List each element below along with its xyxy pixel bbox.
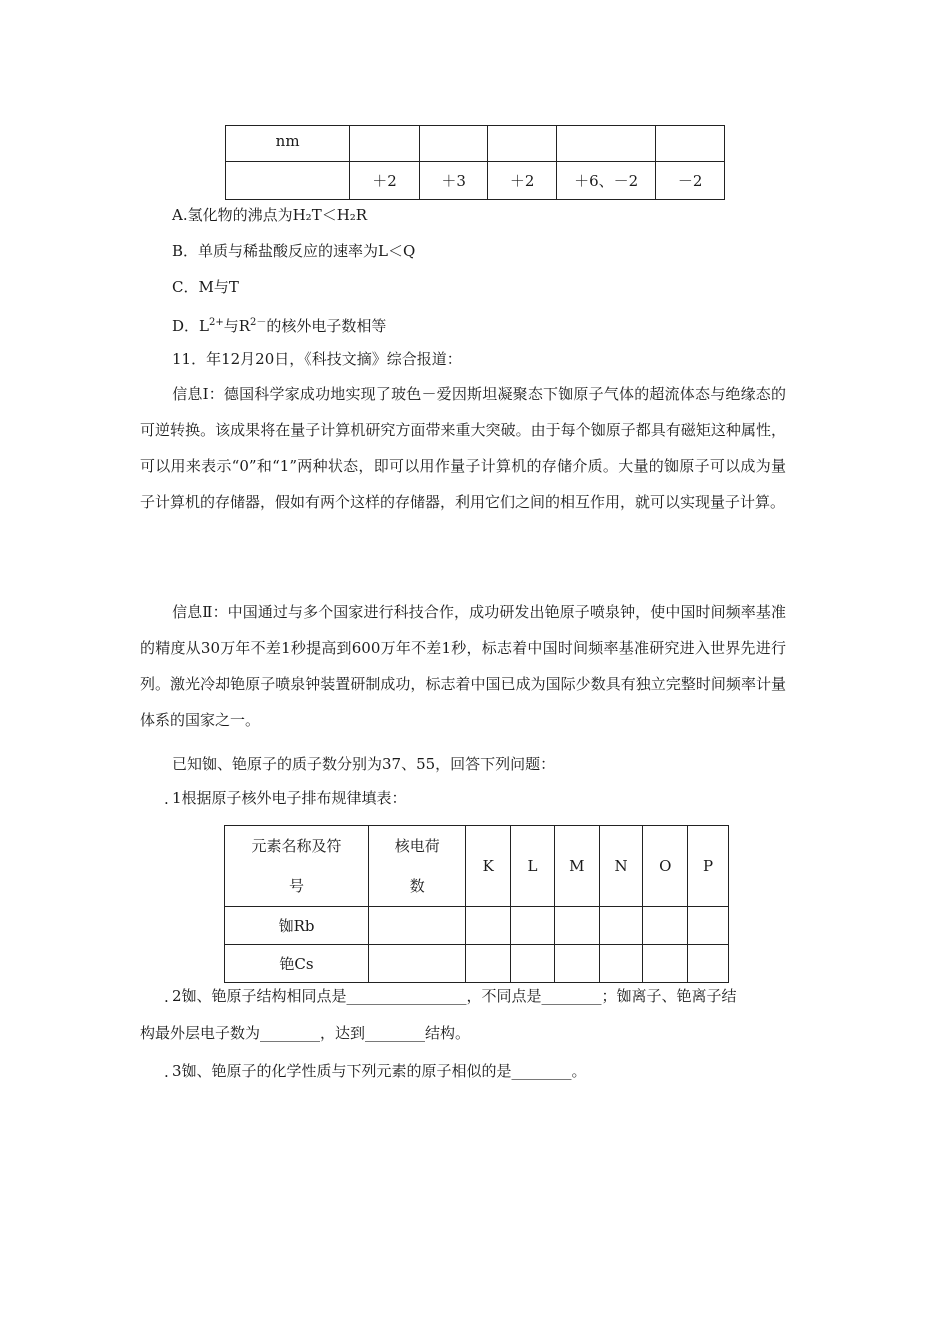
- header-shell-n: N: [599, 826, 643, 907]
- blank-cell[interactable]: [599, 945, 643, 983]
- header-shell-k: K: [466, 826, 511, 907]
- blank-cell[interactable]: [466, 945, 511, 983]
- bullet-dot: .: [164, 1063, 169, 1081]
- row-label-cs: 铯Cs: [225, 945, 369, 983]
- blank-cell[interactable]: [369, 945, 466, 983]
- blank-cell[interactable]: [554, 907, 599, 945]
- header-element-name: 元素名称及符 号: [225, 826, 369, 907]
- electron-shell-table: [224, 825, 729, 983]
- blank-cell[interactable]: [369, 907, 466, 945]
- table1-row-label: nm: [226, 126, 350, 162]
- header-shell-o: O: [643, 826, 688, 907]
- option-d-prefix: D．L: [172, 317, 209, 335]
- sub-question-2-line-1: 2铷、铯原子结构相同点是________________，不同点是________；铷离子、铯离子结: [172, 987, 737, 1005]
- option-b: B．单质与稀盐酸反应的速率为L＜Q: [172, 242, 416, 260]
- header-nuclear-charge: 核电荷 数: [369, 826, 466, 907]
- option-d-sup2: 2－: [250, 317, 267, 328]
- table1-cell: [488, 126, 557, 162]
- blank-cell[interactable]: [466, 907, 511, 945]
- blank-cell[interactable]: [599, 907, 643, 945]
- blank-cell[interactable]: [511, 907, 555, 945]
- element-data-table: [225, 125, 725, 200]
- known-info: 已知铷、铯原子的质子数分别为37、55，回答下列问题：: [172, 755, 556, 773]
- sub-question-3: 3铷、铯原子的化学性质与下列元素的原子相似的是________。: [172, 1062, 587, 1080]
- sub-question-2-line-2: 构最外层电子数为________，达到________结构。: [140, 1024, 471, 1042]
- table1-valence: ＋6、－2: [556, 162, 655, 200]
- sub-question-1: 1根据原子核外电子排布规律填表：: [172, 789, 407, 807]
- info-2-paragraph: 信息Ⅱ：中国通过与多个国家进行科技合作，成功研发出铯原子喷泉钟，使中国时间频率基准的精度从30万年不差1秒提高到600万年不差1秒，标志着中国时间频率基准研究进入世界先进行列。激光冷却铯原子喷泉钟装置研制成功，标志着中国已成为国际少数具有独立完整时间频率计量体系的国家之一。: [140, 603, 786, 729]
- table1-valence: ＋3: [419, 162, 488, 200]
- table1-cell: [419, 126, 488, 162]
- option-d-sup1: 2+: [209, 317, 224, 328]
- question-11-title: 11．年12月20日，《科技文摘》综合报道：: [172, 350, 462, 368]
- header-shell-p: P: [688, 826, 729, 907]
- blank-cell[interactable]: [688, 907, 729, 945]
- table1-valence: ＋2: [350, 162, 420, 200]
- blank-cell[interactable]: [643, 907, 688, 945]
- bullet-dot: .: [164, 790, 169, 808]
- blank-cell[interactable]: [511, 945, 555, 983]
- table1-cell: [350, 126, 420, 162]
- blank-cell[interactable]: [643, 945, 688, 983]
- row-label-rb: 铷Rb: [225, 907, 369, 945]
- info-1-paragraph: 信息Ⅰ：德国科学家成功地实现了玻色－爱因斯坦凝聚态下铷原子气体的超流体态与绝缘态的可逆转换。该成果将在量子计算机研究方面带来重大突破。由于每个铷原子都具有磁矩这种属性，可以用来表示“0”和“1”两种状态，即可以用作量子计算机的存储介质。大量的铷原子可以成为量子计算机的存储器，假如有两个这样的存储器，利用它们之间的相互作用，就可以实现量子计算。: [140, 385, 786, 511]
- table1-cell: [556, 126, 655, 162]
- table1-valence: ＋2: [488, 162, 557, 200]
- blank-cell[interactable]: [688, 945, 729, 983]
- option-c: C．M与T: [172, 278, 239, 296]
- bullet-dot: .: [164, 988, 169, 1006]
- table1-valence: －2: [656, 162, 725, 200]
- header-shell-m: M: [554, 826, 599, 907]
- blank-cell[interactable]: [554, 945, 599, 983]
- option-d-suffix: 的核外电子数相等: [266, 317, 387, 335]
- option-d: [172, 313, 386, 336]
- table-row: [225, 945, 729, 983]
- table-row: [225, 907, 729, 945]
- option-d-mid: 与R: [223, 317, 251, 335]
- header-shell-l: L: [511, 826, 555, 907]
- table1-cell: [656, 126, 725, 162]
- table1-row-label: [226, 162, 350, 200]
- option-a: A.氢化物的沸点为H₂T＜H₂R: [172, 206, 368, 224]
